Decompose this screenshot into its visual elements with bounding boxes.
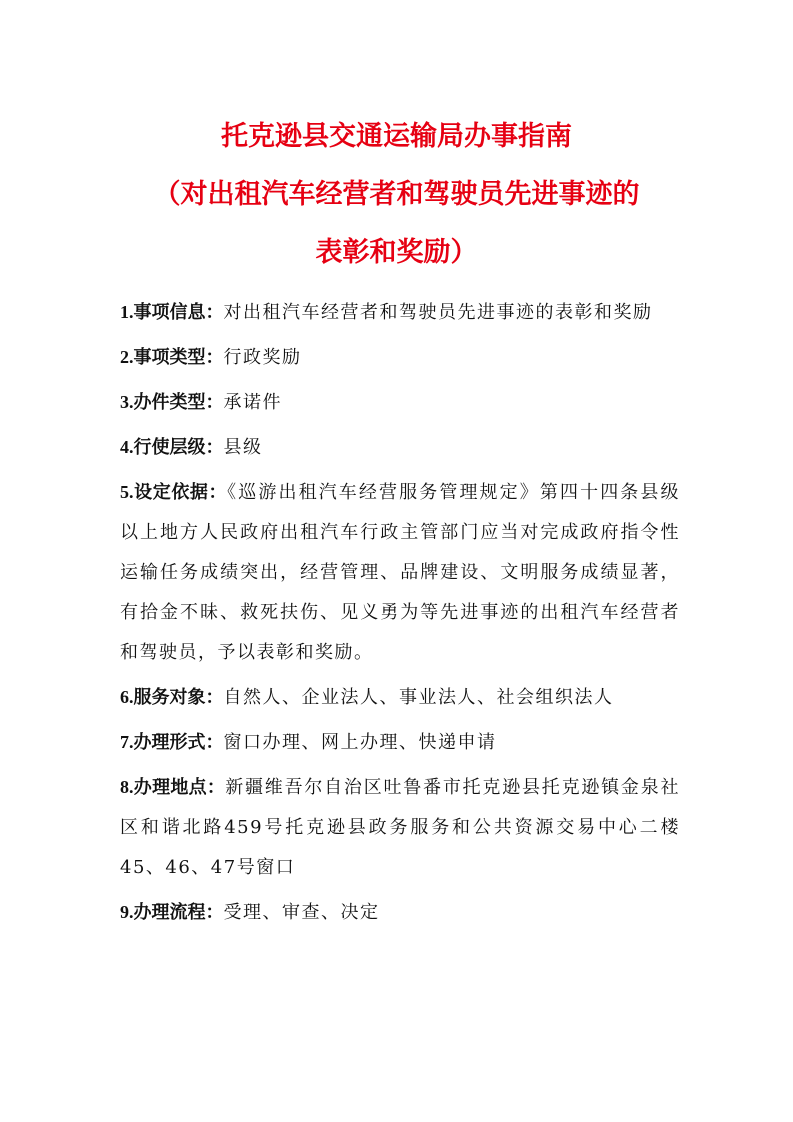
title-line-2: （对出租汽车经营者和驾驶员先进事迹的: [153, 179, 640, 210]
item-label: 事项信息：: [133, 302, 224, 323]
title-line-3: 表彰和奖励）: [315, 237, 478, 268]
item-number: 5.: [120, 482, 134, 502]
item-matter-type: [120, 337, 680, 378]
item-legal-basis: [120, 472, 680, 673]
item-text: 行政奖励: [223, 347, 302, 368]
item-matter-info: [120, 292, 680, 333]
item-label: 办理流程：: [133, 902, 224, 923]
item-text: 受理、审查、决定: [223, 902, 380, 923]
item-number: 2.: [120, 347, 134, 367]
item-text: 对出租汽车经营者和驾驶员先进事迹的表彰和奖励: [223, 302, 653, 323]
item-text: 《巡游出租汽车经营服务管理规定》第四十四条县级以上地方人民政府出租汽车行政主管部门应当对完成政府指令性运输任务成绩突出，经营管理、品牌建设、文明服务成绩显著，有拾金不昧、救死扶伤、见义勇为等先进事迹的出租汽车经营者和驾驶员，予以表彰和奖励。: [120, 482, 681, 663]
item-number: 1.: [120, 302, 134, 322]
item-number: 4.: [120, 437, 134, 457]
item-text: 承诺件: [223, 392, 282, 413]
item-service-target: [120, 677, 680, 718]
item-label: 办理地点：: [133, 777, 226, 798]
item-handling-process: [120, 892, 680, 933]
item-text: 新疆维吾尔自治区吐鲁番市托克逊县托克逊镇金泉社区和谐北路459号托克逊县政务服务和公共资源交易中心二楼45、46、47号窗口: [120, 777, 681, 878]
item-number: 7.: [120, 732, 134, 752]
item-number: 6.: [120, 687, 134, 707]
item-label: 设定依据：: [133, 482, 228, 503]
item-handling-form: [120, 722, 680, 763]
item-case-type: [120, 382, 680, 423]
item-number: 8.: [120, 777, 134, 797]
item-handling-location: [120, 767, 680, 888]
title-line-1: 托克逊县交通运输局办事指南: [221, 121, 572, 152]
document-title: [0, 108, 793, 282]
item-number: 3.: [120, 392, 134, 412]
item-label: 行使层级：: [133, 437, 224, 458]
document-body: [120, 292, 680, 937]
item-label: 办理形式：: [133, 732, 224, 753]
item-exercise-level: [120, 427, 680, 468]
item-label: 服务对象：: [133, 687, 224, 708]
item-text: 窗口办理、网上办理、快递申请: [223, 732, 497, 753]
item-text: 县级: [223, 437, 263, 458]
item-label: 办件类型：: [133, 392, 224, 413]
item-text: 自然人、企业法人、事业法人、社会组织法人: [223, 687, 614, 708]
item-number: 9.: [120, 902, 134, 922]
item-label: 事项类型：: [133, 347, 224, 368]
